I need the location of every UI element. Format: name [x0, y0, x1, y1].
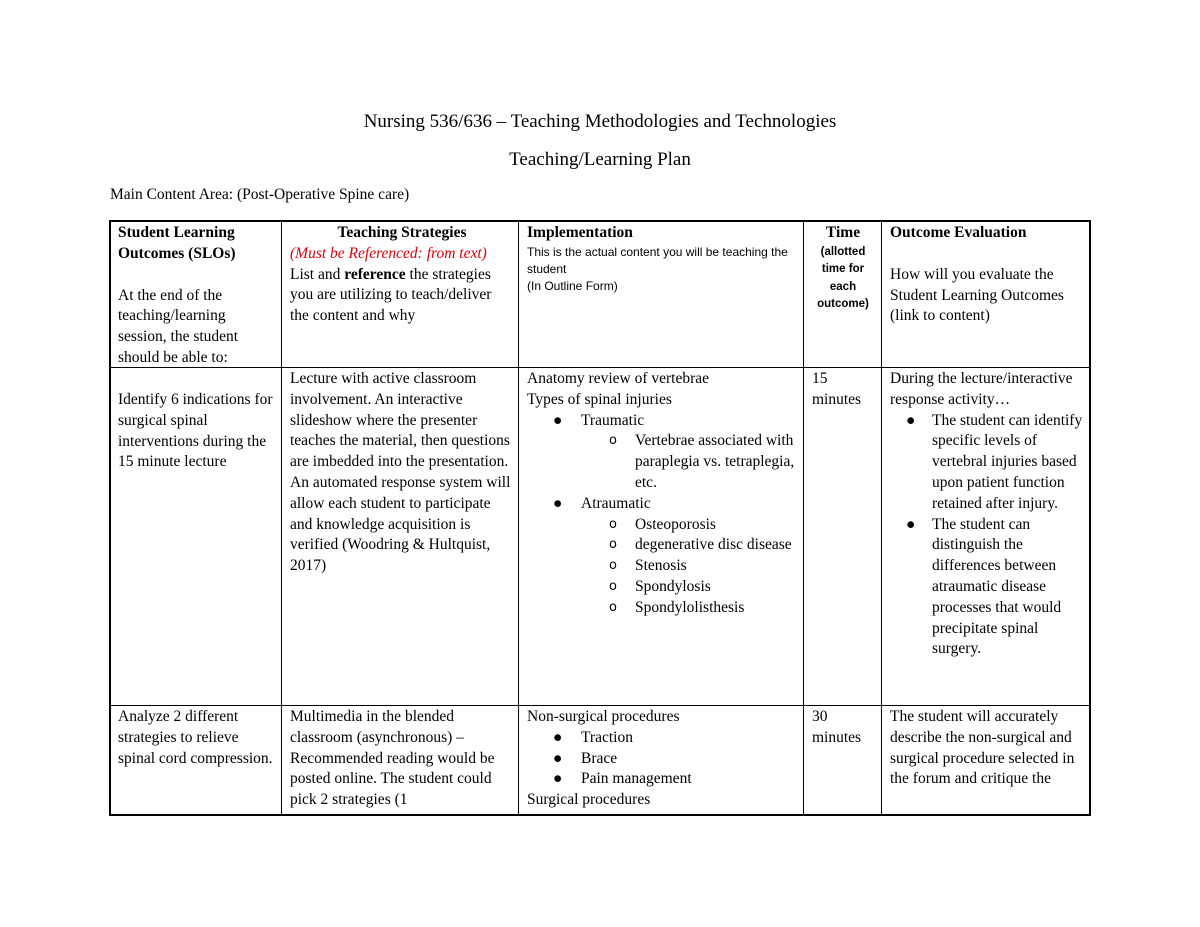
row1-slo-text: Identify 6 indications for surgical spinal interventions during the 15 minute lecture — [118, 391, 273, 471]
circle-bullet-icon: o — [609, 578, 617, 594]
table-col-divider — [281, 220, 282, 816]
row1-slo — [118, 390, 278, 473]
row1-strategy-text: Lecture with active classroom involvement. An interactive slideshow where the presenter teaches the material, then questions are imbedded into the presentation. An automated response system will allow each student to participate and knowledge acquisition is verified (Woodring & Hultquist, 2017) — [290, 370, 511, 575]
row1-time — [812, 369, 878, 411]
list-item: ● Pain management — [527, 769, 799, 790]
page-subtitle: Teaching/Learning Plan — [509, 149, 691, 170]
table-border-bottom — [109, 814, 1091, 816]
header-implementation-note: (In Outline Form) — [527, 278, 618, 293]
list-item: o Spondylolisthesis — [527, 598, 799, 619]
row2-impl-list — [527, 728, 799, 790]
header-slo — [118, 223, 278, 369]
circle-bullet-icon: o — [609, 558, 617, 574]
header-strategies-body: List and reference the strategies you are utilizing to teach/deliver the content and why — [290, 265, 492, 325]
header-implementation — [527, 223, 799, 295]
row2-implementation — [527, 707, 799, 811]
table-row-divider — [109, 705, 1091, 706]
list-item: o degenerative disc disease — [527, 535, 799, 556]
list-item: ● The student can distinguish the differences between atraumatic disease processes that would precipitate spinal surgery. — [906, 515, 1062, 658]
table-border-left — [109, 220, 111, 816]
row2-strategy — [290, 707, 514, 811]
table-border-top — [109, 220, 1091, 222]
main-content-area: Main Content Area: (Post-Operative Spine care) — [110, 186, 410, 203]
table-col-divider — [803, 220, 804, 816]
header-slo-title: Student Learning Outcomes (SLOs) — [118, 224, 236, 262]
header-evaluation — [890, 223, 1086, 327]
list-item: o Osteoporosis — [527, 515, 799, 536]
row1-impl-list — [527, 411, 799, 619]
row1-impl-line1: Anatomy review of vertebrae — [527, 370, 710, 387]
list-item: o Stenosis — [527, 556, 799, 577]
row2-impl-line1: Non-surgical procedures — [527, 708, 680, 725]
row1-evaluation — [890, 369, 1086, 660]
circle-bullet-icon: o — [609, 537, 617, 553]
row2-time-text: 30 minutes — [812, 708, 862, 746]
row1-impl-sublist — [527, 431, 799, 493]
row2-strategy-text: Multimedia in the blended classroom (asynchronous) – Recommended reading would be posted online. The student could pick 2 strategies (1 — [290, 708, 495, 809]
list-item: ● The student can identify specific levels of vertebral injuries based upon patient function retained after injury. — [906, 411, 1083, 512]
list-item: ● Traumatic o Vertebrae associated with paraplegia vs. tetraplegia, etc. — [527, 411, 799, 494]
bullet-icon: ● — [553, 494, 563, 512]
header-time — [808, 223, 878, 314]
header-time-title: Time — [825, 224, 861, 241]
bullet-icon: ● — [906, 411, 916, 429]
row2-impl-line2: Surgical procedures — [527, 791, 651, 809]
circle-bullet-icon: o — [609, 433, 617, 449]
list-item: ● Atraumatic o Osteoporosis o degenerative disc disease o Stenosis o Spondylosis o Spondylolisthesis — [527, 494, 799, 619]
row2-evaluation — [890, 707, 1086, 790]
header-strategies-title: Teaching Strategies — [337, 224, 467, 241]
row1-impl-sublist — [527, 515, 799, 619]
list-item: ● Brace — [527, 749, 799, 770]
table-col-divider — [881, 220, 882, 816]
row2-slo-text: Analyze 2 different strategies to relieve spinal cord compression. — [118, 708, 273, 767]
header-implementation-body: This is the actual content you will be teaching the student — [527, 244, 788, 276]
list-item: o Vertebrae associated with paraplegia vs. tetraplegia, etc. — [609, 432, 795, 491]
bullet-icon: ● — [553, 728, 563, 746]
row1-eval-list — [890, 411, 1086, 661]
header-evaluation-title: Outcome Evaluation — [890, 224, 1027, 241]
header-evaluation-note: (link to content) — [890, 307, 990, 325]
list-item: o Spondylosis — [527, 577, 799, 598]
row2-eval-intro: The student will accurately describe the non-surgical and surgical procedure selected in the forum and critique the — [890, 708, 1075, 788]
row1-eval-intro: During the lecture/interactive response activity… — [890, 370, 1073, 408]
row2-slo — [118, 707, 278, 769]
row2-time — [812, 707, 878, 749]
circle-bullet-icon: o — [609, 516, 617, 532]
bullet-icon: ● — [553, 749, 563, 767]
row1-strategy — [290, 369, 514, 577]
bullet-icon: ● — [553, 770, 563, 788]
list-item: ● Traction — [527, 728, 799, 749]
table-border-right — [1089, 220, 1091, 816]
bullet-icon: ● — [553, 411, 563, 429]
header-slo-body: At the end of the teaching/learning session, the student should be able to: — [118, 286, 239, 366]
row1-implementation — [527, 369, 799, 619]
page-title: Nursing 536/636 – Teaching Methodologies and Technologies — [363, 111, 837, 132]
bullet-icon: ● — [906, 515, 916, 533]
header-strategies — [290, 223, 514, 327]
table-col-divider — [518, 220, 519, 816]
circle-bullet-icon: o — [609, 599, 617, 615]
row1-time-text: 15 minutes — [812, 370, 862, 408]
header-strategies-note: (Must be Referenced: from text) — [290, 244, 487, 262]
row1-impl-line2: Types of spinal injuries — [527, 390, 672, 408]
header-time-body: (allotted time for each outcome) — [817, 245, 869, 311]
header-evaluation-body: How will you evaluate the Student Learning Outcomes — [890, 265, 1064, 304]
header-implementation-title: Implementation — [527, 224, 633, 241]
